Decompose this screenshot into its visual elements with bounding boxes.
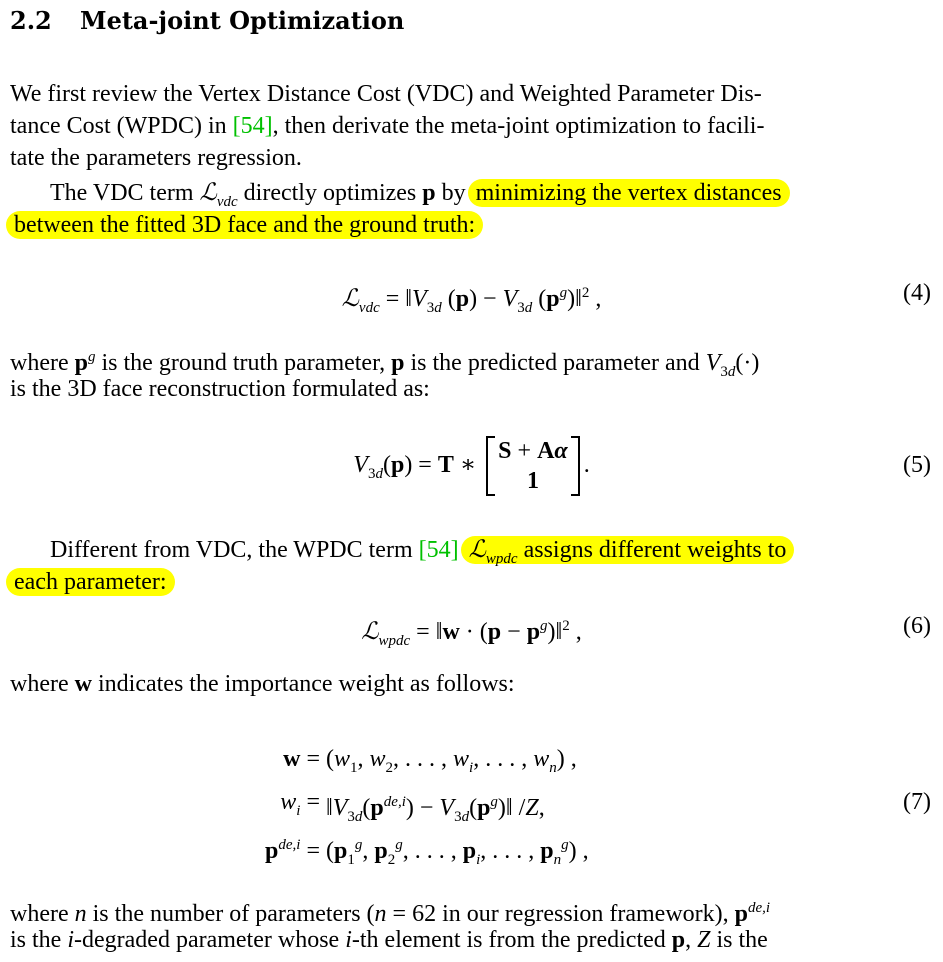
para6-line2: is the i-degraded parameter whose i-th element is from the predicted p, Z is the bbox=[10, 927, 768, 953]
para4-line2 bbox=[10, 566, 171, 598]
highlight: each parameter: bbox=[6, 568, 175, 596]
equation-5: $V_{3d}(p) = T$ ∗ S + Aα 1. bbox=[353, 438, 590, 495]
para1-line2: tance Cost (WPDC) in [54], then derivate the meta-joint optimization to facili- bbox=[10, 113, 765, 139]
equation-number: (4) bbox=[903, 280, 931, 306]
highlight: ℒ$_{wpdc}$ assigns different weights to bbox=[461, 536, 795, 564]
highlight: between the fitted 3D face and the ground truth: bbox=[6, 211, 483, 239]
para5-line1: where w indicates the importance weight as follows: bbox=[10, 671, 515, 697]
section-number: 2.2 bbox=[10, 6, 52, 35]
para6-line1: where n is the number of parameters (n = 62 in our regression framework), $p^{de,i}$ bbox=[10, 900, 771, 927]
equation-number: (5) bbox=[903, 452, 931, 478]
citation-link[interactable]: [54] bbox=[418, 537, 459, 563]
para2-line1: The VDC term ℒ$_{vdc}$ directly optimizes p by minimizing the vertex distances bbox=[50, 177, 786, 218]
equation-6: ℒ$_{wpdc}$ = ‖w · $(p - p^g)‖^2$ , bbox=[361, 618, 582, 649]
equation-number: (7) bbox=[903, 789, 931, 815]
para3-line2: is the 3D face reconstruction formulated as: bbox=[10, 376, 430, 402]
equation-number: (6) bbox=[903, 613, 931, 639]
paper-page: 2.2 Meta-joint Optimization We first review the Vertex Distance Cost (VDC) and Weighted Parameter Dis- tance Cost (WPDC) in [54], then derivate the meta-joint optimization to facili- tate the parameters regression. The VDC term ℒ$_{vdc}$ directly optimizes p by minimizing the vertex distances between the fitted 3D face and the ground truth: ℒ$_{vdc}$ = $‖V_{3d}$ $(p) - V_{3d}$ $(p^g)‖^2$ , (4) where $p^g$ is the ground truth parameter, p is the predicted parameter and $V_{3d}(\cdot)$ is the 3D face reconstruction formulated as: $V_{3d}(p) = T$ ∗ S + Aα 1. (5) Different from VDC, the WPDC term [54] ℒ$_{wpdc}$ assigns different weights to each parameter: ℒ$_{wpdc}$ = ‖w · $(p - p^g)‖^2$ , (6) where w indicates the importance weight as follows: w = ($w_1$, $w_2$, . . . , $w_i$, . . . , $w_n$) , $w_i$ = $‖V_{3d}(p^{de,i})$ − $V_{3d}(p^g)‖$ /Z, $p^{de,i}$ = ($p_1^g$, $p_2^g$, . . . , $p_i$, . . . , $p_n^g$) , (7) where n is the number of parameters (n = 62 in our regression framework), $p^{de,i}$ is the i-degraded parameter whose i-th element is from the predicted p, Z is the bbox=[0, 0, 943, 962]
highlight: minimizing the vertex distances bbox=[468, 179, 790, 207]
para2-line2 bbox=[10, 209, 479, 241]
citation-link[interactable]: [54] bbox=[232, 113, 273, 139]
matrix: S + Aα 1 bbox=[486, 436, 580, 496]
para4-line1: Different from VDC, the WPDC term [54] ℒ$_{wpdc}$ assigns different weights to bbox=[50, 534, 790, 575]
para1-line1: We first review the Vertex Distance Cost (VDC) and Weighted Parameter Dis- bbox=[10, 81, 762, 107]
para3-line1: where $p^g$ is the ground truth parameter, p is the predicted parameter and $V_{3d}(\cdot)$ bbox=[10, 349, 760, 380]
section-heading bbox=[10, 6, 404, 35]
section-title: Meta-joint Optimization bbox=[80, 6, 405, 35]
equation-4: ℒ$_{vdc}$ = $‖V_{3d}$ $(p) - V_{3d}$ $(p^g)‖^2$ , bbox=[341, 285, 602, 316]
para1-line3: tate the parameters regression. bbox=[10, 145, 302, 171]
